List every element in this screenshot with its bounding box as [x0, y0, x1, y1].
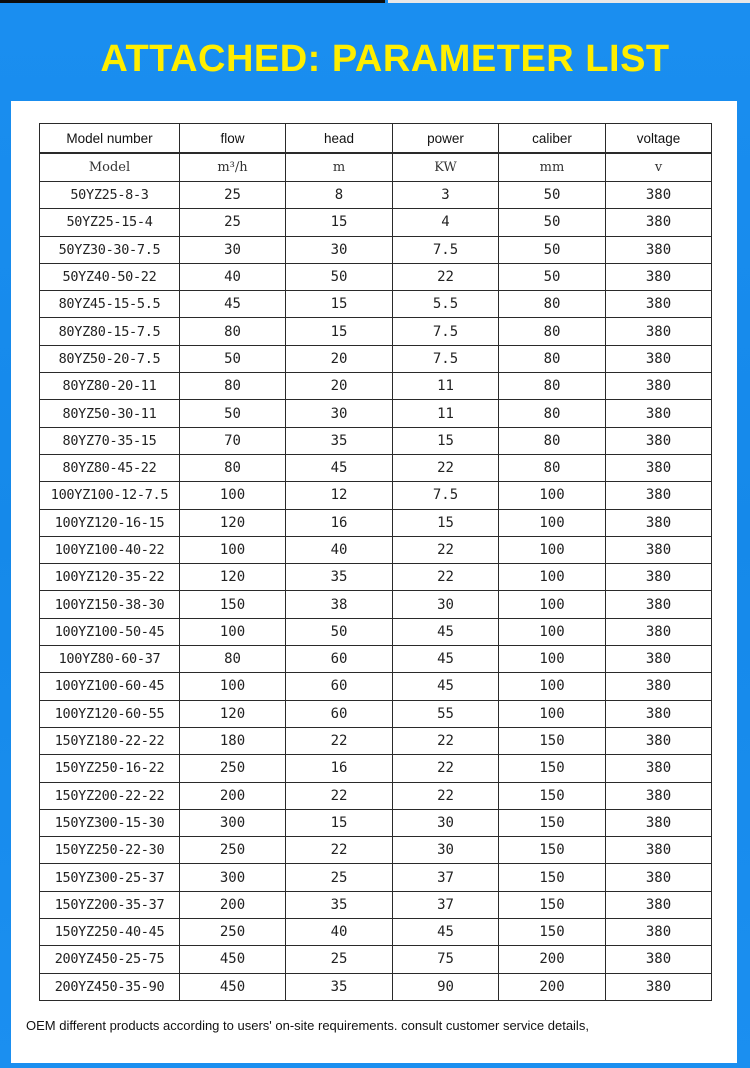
cell-head: 50: [286, 263, 393, 290]
cell-power: 11: [393, 373, 499, 400]
cell-flow: 300: [180, 809, 286, 836]
table-units-row: [40, 153, 712, 182]
cell-model: 100YZ120-16-15: [40, 509, 180, 536]
cell-model: 50YZ30-30-7.5: [40, 236, 180, 263]
table-row: [40, 291, 712, 318]
table-row: [40, 864, 712, 891]
cell-voltage: 380: [606, 236, 712, 263]
cell-caliber: 150: [499, 919, 606, 946]
cell-flow: 450: [180, 946, 286, 973]
cell-power: 45: [393, 646, 499, 673]
cell-caliber: 150: [499, 782, 606, 809]
cell-voltage: 380: [606, 727, 712, 754]
cell-head: 35: [286, 973, 393, 1000]
cell-voltage: 380: [606, 318, 712, 345]
table-row: [40, 973, 712, 1000]
cell-flow: 120: [180, 564, 286, 591]
cell-caliber: 50: [499, 182, 606, 209]
cell-power: 45: [393, 673, 499, 700]
cell-caliber: 80: [499, 291, 606, 318]
cell-model: 150YZ200-22-22: [40, 782, 180, 809]
cell-power: 15: [393, 427, 499, 454]
table-row: [40, 618, 712, 645]
cell-caliber: 100: [499, 591, 606, 618]
cell-power: 4: [393, 209, 499, 236]
cell-flow: 80: [180, 646, 286, 673]
cell-flow: 45: [180, 291, 286, 318]
unit-head: m: [286, 153, 393, 182]
table-row: [40, 673, 712, 700]
cell-caliber: 150: [499, 891, 606, 918]
cell-voltage: 380: [606, 373, 712, 400]
cell-flow: 250: [180, 837, 286, 864]
cell-caliber: 200: [499, 946, 606, 973]
cell-model: 80YZ80-15-7.5: [40, 318, 180, 345]
cell-voltage: 380: [606, 618, 712, 645]
cell-flow: 100: [180, 482, 286, 509]
cell-head: 60: [286, 700, 393, 727]
cell-head: 35: [286, 564, 393, 591]
cell-caliber: 80: [499, 373, 606, 400]
table-row: [40, 182, 712, 209]
cell-head: 20: [286, 345, 393, 372]
cell-head: 15: [286, 209, 393, 236]
cell-caliber: 100: [499, 646, 606, 673]
cell-caliber: 80: [499, 427, 606, 454]
cell-caliber: 80: [499, 454, 606, 481]
cell-head: 60: [286, 673, 393, 700]
table-row: [40, 755, 712, 782]
cell-model: 80YZ50-30-11: [40, 400, 180, 427]
cell-model: 150YZ250-22-30: [40, 837, 180, 864]
cell-flow: 25: [180, 209, 286, 236]
cell-model: 150YZ250-16-22: [40, 755, 180, 782]
cell-head: 38: [286, 591, 393, 618]
cell-model: 50YZ40-50-22: [40, 263, 180, 290]
cell-model: 150YZ250-40-45: [40, 919, 180, 946]
cell-head: 35: [286, 427, 393, 454]
cell-caliber: 50: [499, 236, 606, 263]
table-row: [40, 454, 712, 481]
cell-model: 100YZ120-60-55: [40, 700, 180, 727]
cell-model: 200YZ450-25-75: [40, 946, 180, 973]
cell-voltage: 380: [606, 646, 712, 673]
cell-flow: 25: [180, 182, 286, 209]
cell-voltage: 380: [606, 182, 712, 209]
cell-power: 7.5: [393, 236, 499, 263]
cell-model: 150YZ200-35-37: [40, 891, 180, 918]
cell-caliber: 150: [499, 864, 606, 891]
cell-power: 90: [393, 973, 499, 1000]
cell-voltage: 380: [606, 919, 712, 946]
cell-model: 100YZ100-12-7.5: [40, 482, 180, 509]
cell-power: 37: [393, 891, 499, 918]
table-row: [40, 236, 712, 263]
cell-voltage: 380: [606, 291, 712, 318]
cell-voltage: 380: [606, 454, 712, 481]
cell-flow: 100: [180, 536, 286, 563]
cell-power: 22: [393, 727, 499, 754]
cell-flow: 100: [180, 673, 286, 700]
table-row: [40, 919, 712, 946]
cell-model: 150YZ300-15-30: [40, 809, 180, 836]
cell-model: 150YZ180-22-22: [40, 727, 180, 754]
table-row: [40, 891, 712, 918]
cell-caliber: 150: [499, 755, 606, 782]
cell-caliber: 100: [499, 618, 606, 645]
table-row: [40, 263, 712, 290]
cell-model: 100YZ120-35-22: [40, 564, 180, 591]
table-row: [40, 646, 712, 673]
cell-power: 75: [393, 946, 499, 973]
table-row: [40, 482, 712, 509]
cell-caliber: 80: [499, 400, 606, 427]
cell-caliber: 100: [499, 482, 606, 509]
cell-caliber: 80: [499, 345, 606, 372]
unit-model: Model: [40, 153, 180, 182]
cell-model: 80YZ80-20-11: [40, 373, 180, 400]
table-row: [40, 564, 712, 591]
cell-head: 16: [286, 755, 393, 782]
table-row: [40, 591, 712, 618]
cell-head: 12: [286, 482, 393, 509]
cell-power: 30: [393, 591, 499, 618]
cell-flow: 120: [180, 700, 286, 727]
cell-head: 50: [286, 618, 393, 645]
cell-model: 150YZ300-25-37: [40, 864, 180, 891]
parameter-table-body: [40, 124, 712, 1001]
cell-power: 37: [393, 864, 499, 891]
cell-flow: 200: [180, 891, 286, 918]
cell-voltage: 380: [606, 509, 712, 536]
header-head: head: [286, 124, 393, 154]
cell-caliber: 150: [499, 727, 606, 754]
cell-model: 80YZ70-35-15: [40, 427, 180, 454]
cell-caliber: 50: [499, 263, 606, 290]
table-row: [40, 700, 712, 727]
cell-voltage: 380: [606, 864, 712, 891]
cell-model: 100YZ150-38-30: [40, 591, 180, 618]
cell-caliber: 100: [499, 700, 606, 727]
cell-power: 22: [393, 564, 499, 591]
cell-power: 30: [393, 809, 499, 836]
cell-head: 15: [286, 318, 393, 345]
cell-head: 35: [286, 891, 393, 918]
cell-head: 30: [286, 236, 393, 263]
cell-head: 22: [286, 782, 393, 809]
cell-power: 11: [393, 400, 499, 427]
top-edge-light: [388, 0, 750, 3]
cell-power: 3: [393, 182, 499, 209]
table-header-row: [40, 124, 712, 154]
cell-flow: 100: [180, 618, 286, 645]
footer-note: OEM different products according to users' on-site requirements. consult customer service details,: [26, 1018, 589, 1033]
table-row: [40, 509, 712, 536]
cell-power: 5.5: [393, 291, 499, 318]
cell-flow: 180: [180, 727, 286, 754]
table-row: [40, 318, 712, 345]
table-row: [40, 209, 712, 236]
cell-flow: 80: [180, 373, 286, 400]
cell-power: 22: [393, 782, 499, 809]
cell-voltage: 380: [606, 673, 712, 700]
cell-caliber: 80: [499, 318, 606, 345]
cell-power: 30: [393, 837, 499, 864]
cell-voltage: 380: [606, 591, 712, 618]
page-title: ATTACHED: PARAMETER LIST: [100, 38, 670, 80]
cell-flow: 200: [180, 782, 286, 809]
cell-model: 100YZ80-60-37: [40, 646, 180, 673]
cell-power: 22: [393, 454, 499, 481]
cell-flow: 70: [180, 427, 286, 454]
cell-flow: 250: [180, 755, 286, 782]
table-row: [40, 427, 712, 454]
cell-flow: 40: [180, 263, 286, 290]
cell-model: 50YZ25-8-3: [40, 182, 180, 209]
cell-head: 45: [286, 454, 393, 481]
cell-model: 80YZ45-15-5.5: [40, 291, 180, 318]
cell-flow: 250: [180, 919, 286, 946]
cell-voltage: 380: [606, 564, 712, 591]
header-flow: flow: [180, 124, 286, 154]
cell-caliber: 100: [499, 509, 606, 536]
header-voltage: voltage: [606, 124, 712, 154]
cell-model: 50YZ25-15-4: [40, 209, 180, 236]
cell-power: 7.5: [393, 345, 499, 372]
parameter-table: [39, 123, 712, 1001]
cell-flow: 150: [180, 591, 286, 618]
table-row: [40, 727, 712, 754]
cell-power: 45: [393, 618, 499, 645]
cell-voltage: 380: [606, 891, 712, 918]
cell-flow: 80: [180, 318, 286, 345]
cell-model: 100YZ100-40-22: [40, 536, 180, 563]
table-row: [40, 782, 712, 809]
header-caliber: caliber: [499, 124, 606, 154]
cell-head: 40: [286, 919, 393, 946]
cell-power: 15: [393, 509, 499, 536]
unit-power: KW: [393, 153, 499, 182]
unit-voltage: v: [606, 153, 712, 182]
cell-flow: 300: [180, 864, 286, 891]
table-row: [40, 837, 712, 864]
table-row: [40, 809, 712, 836]
cell-voltage: 380: [606, 837, 712, 864]
cell-head: 22: [286, 837, 393, 864]
cell-flow: 50: [180, 345, 286, 372]
parameter-panel: [11, 101, 737, 1063]
cell-flow: 30: [180, 236, 286, 263]
cell-head: 20: [286, 373, 393, 400]
cell-power: 7.5: [393, 482, 499, 509]
cell-flow: 120: [180, 509, 286, 536]
cell-flow: 50: [180, 400, 286, 427]
cell-voltage: 380: [606, 482, 712, 509]
cell-head: 16: [286, 509, 393, 536]
cell-power: 45: [393, 919, 499, 946]
cell-voltage: 380: [606, 400, 712, 427]
cell-head: 30: [286, 400, 393, 427]
cell-power: 22: [393, 263, 499, 290]
cell-head: 8: [286, 182, 393, 209]
cell-model: 80YZ80-45-22: [40, 454, 180, 481]
cell-head: 60: [286, 646, 393, 673]
table-row: [40, 345, 712, 372]
top-edge-dark: [0, 0, 385, 3]
cell-model: 100YZ100-60-45: [40, 673, 180, 700]
cell-voltage: 380: [606, 700, 712, 727]
cell-head: 25: [286, 946, 393, 973]
unit-flow: m³/h: [180, 153, 286, 182]
cell-model: 200YZ450-35-90: [40, 973, 180, 1000]
cell-caliber: 50: [499, 209, 606, 236]
cell-model: 80YZ50-20-7.5: [40, 345, 180, 372]
table-row: [40, 373, 712, 400]
cell-head: 15: [286, 291, 393, 318]
cell-caliber: 100: [499, 673, 606, 700]
cell-caliber: 150: [499, 837, 606, 864]
table-row: [40, 946, 712, 973]
cell-caliber: 100: [499, 536, 606, 563]
cell-flow: 450: [180, 973, 286, 1000]
cell-voltage: 380: [606, 263, 712, 290]
header-power: power: [393, 124, 499, 154]
cell-voltage: 380: [606, 427, 712, 454]
cell-head: 25: [286, 864, 393, 891]
unit-caliber: mm: [499, 153, 606, 182]
cell-voltage: 380: [606, 809, 712, 836]
cell-caliber: 100: [499, 564, 606, 591]
table-row: [40, 536, 712, 563]
cell-power: 22: [393, 755, 499, 782]
cell-voltage: 380: [606, 536, 712, 563]
cell-voltage: 380: [606, 755, 712, 782]
cell-model: 100YZ100-50-45: [40, 618, 180, 645]
cell-voltage: 380: [606, 345, 712, 372]
cell-voltage: 380: [606, 973, 712, 1000]
table-row: [40, 400, 712, 427]
cell-head: 15: [286, 809, 393, 836]
cell-flow: 80: [180, 454, 286, 481]
header-model-number: Model number: [40, 124, 180, 154]
cell-head: 22: [286, 727, 393, 754]
cell-voltage: 380: [606, 946, 712, 973]
cell-power: 7.5: [393, 318, 499, 345]
cell-voltage: 380: [606, 782, 712, 809]
cell-power: 22: [393, 536, 499, 563]
cell-caliber: 150: [499, 809, 606, 836]
cell-power: 55: [393, 700, 499, 727]
cell-voltage: 380: [606, 209, 712, 236]
cell-head: 40: [286, 536, 393, 563]
cell-caliber: 200: [499, 973, 606, 1000]
